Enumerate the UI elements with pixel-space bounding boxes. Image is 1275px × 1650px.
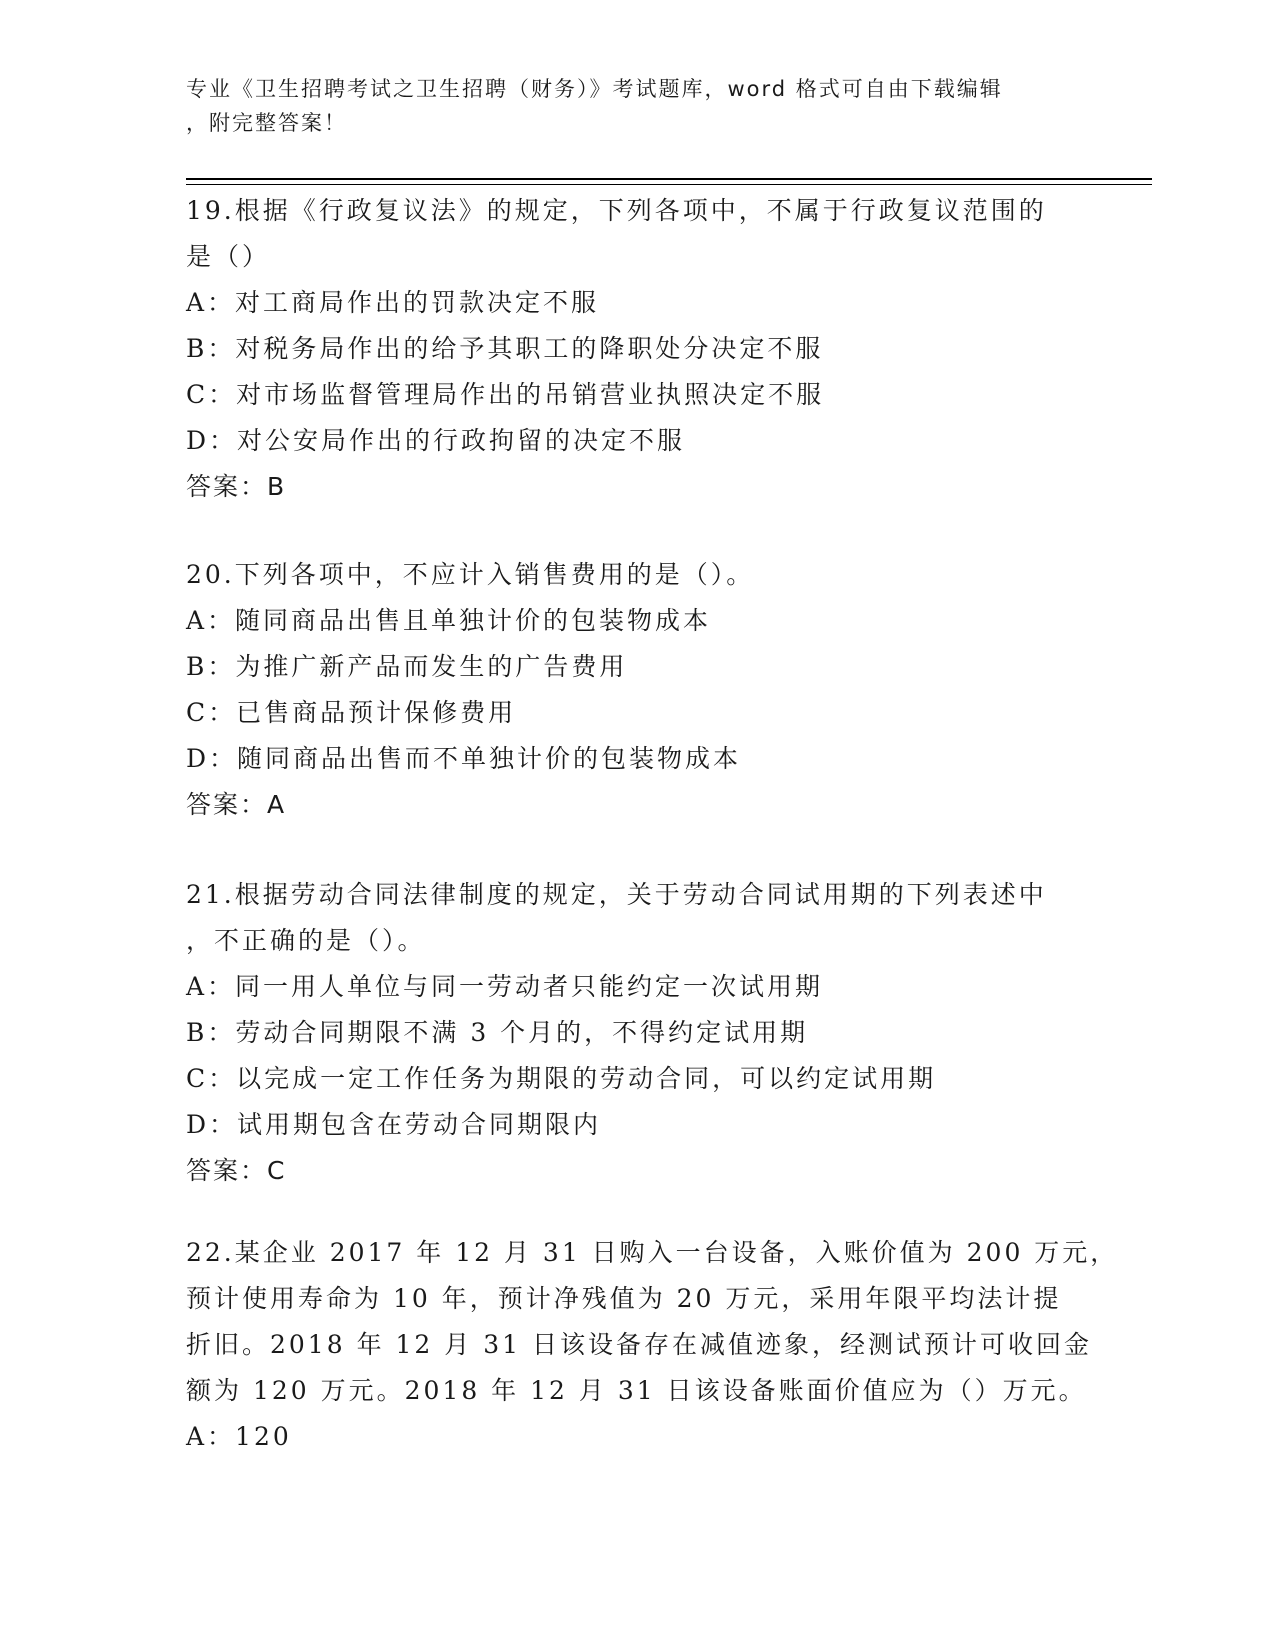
option-a: A：120 <box>186 1422 292 1451</box>
question-stem-line: ，不正确的是（）。 <box>186 926 426 955</box>
header-line-1: 专业《卫生招聘考试之卫生招聘（财务）》考试题库，word 格式可自由下载编辑 <box>186 77 1003 101</box>
option-d: D：试用期包含在劳动合同期限内 <box>186 1110 602 1139</box>
option-b: B：对税务局作出的给予其职工的降职处分决定不服 <box>186 334 824 363</box>
answer: 答案：B <box>186 472 287 501</box>
question-stem-line: 19.根据《行政复议法》的规定，下列各项中，不属于行政复议范围的 <box>186 196 1047 225</box>
question-stem-line: 折旧。2018 年 12 月 31 日该设备存在减值迹象，经测试预计可收回金 <box>186 1330 1092 1359</box>
document-header <box>186 72 1086 140</box>
header-divider-thick <box>186 178 1152 180</box>
option-c: C：以完成一定工作任务为期限的劳动合同，可以约定试用期 <box>186 1064 937 1093</box>
question-20 <box>186 552 1086 828</box>
question-19 <box>186 188 1086 510</box>
option-c: C：已售商品预计保修费用 <box>186 698 517 727</box>
answer: 答案：C <box>186 1156 287 1185</box>
option-a: A：同一用人单位与同一劳动者只能约定一次试用期 <box>186 972 824 1001</box>
header-line-2: ，附完整答案！ <box>186 111 347 135</box>
question-stem-line: 是（） <box>186 242 271 271</box>
question-22 <box>186 1230 1119 1460</box>
question-stem-line: 额为 120 万元。2018 年 12 月 31 日该设备账面价值应为（）万元。 <box>186 1376 1087 1405</box>
option-c: C：对市场监督管理局作出的吊销营业执照决定不服 <box>186 380 825 409</box>
option-a: A：对工商局作出的罚款决定不服 <box>186 288 600 317</box>
option-b: B：为推广新产品而发生的广告费用 <box>186 652 628 681</box>
option-b: B：劳动合同期限不满 3 个月的，不得约定试用期 <box>186 1018 809 1047</box>
answer: 答案：A <box>186 790 287 819</box>
question-21 <box>186 872 1086 1194</box>
header-divider-thin <box>186 184 1152 185</box>
option-d: D：随同商品出售而不单独计价的包装物成本 <box>186 744 742 773</box>
question-stem-line: 21.根据劳动合同法律制度的规定，关于劳动合同试用期的下列表述中 <box>186 880 1047 909</box>
question-stem-line: 22.某企业 2017 年 12 月 31 日购入一台设备，入账价值为 200 万元， <box>186 1238 1119 1267</box>
question-stem-line: 预计使用寿命为 10 年，预计净残值为 20 万元，采用年限平均法计提 <box>186 1284 1062 1313</box>
question-stem-line: 20.下列各项中，不应计入销售费用的是（）。 <box>186 560 755 589</box>
option-a: A：随同商品出售且单独计价的包装物成本 <box>186 606 712 635</box>
option-d: D：对公安局作出的行政拘留的决定不服 <box>186 426 686 455</box>
